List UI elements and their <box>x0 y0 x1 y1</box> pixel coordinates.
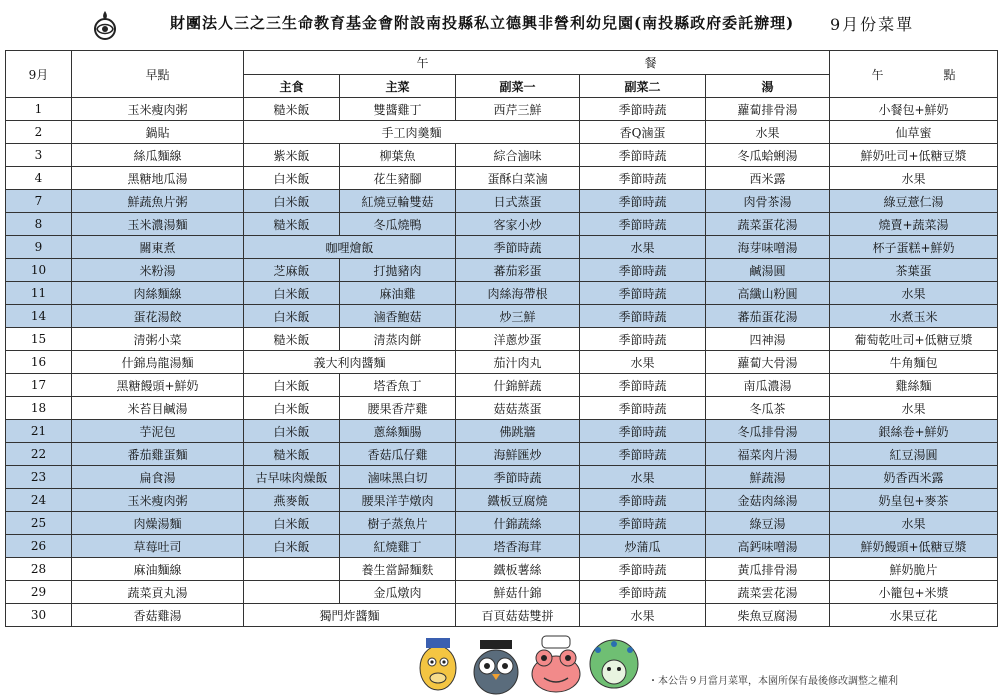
breakfast-cell: 鍋貼 <box>72 121 244 144</box>
side1-cell: 茄汁肉丸 <box>456 351 580 374</box>
side2-cell: 季節時蔬 <box>580 213 706 236</box>
snack-cell: 燒賣+蔬菜湯 <box>830 213 998 236</box>
header-soup: 湯 <box>706 75 830 98</box>
side1-cell: 綜合滷味 <box>456 144 580 167</box>
table-row <box>6 351 998 374</box>
day-cell: 30 <box>6 604 72 627</box>
table-row <box>6 397 998 420</box>
logo-icon <box>88 8 122 42</box>
side2-cell: 炒蒲瓜 <box>580 535 706 558</box>
soup-cell: 蔬菜蛋花湯 <box>706 213 830 236</box>
side2-cell: 水果 <box>580 236 706 259</box>
day-cell: 2 <box>6 121 72 144</box>
side2-cell: 季節時蔬 <box>580 305 706 328</box>
day-cell: 24 <box>6 489 72 512</box>
day-cell: 21 <box>6 420 72 443</box>
side1-cell: 菇菇蒸蛋 <box>456 397 580 420</box>
soup-cell: 西米露 <box>706 167 830 190</box>
staple-cell: 紫米飯 <box>244 144 340 167</box>
main-cell: 塔香魚丁 <box>340 374 456 397</box>
soup-cell: 高纖山粉圓 <box>706 282 830 305</box>
day-cell: 28 <box>6 558 72 581</box>
day-cell: 29 <box>6 581 72 604</box>
day-cell: 3 <box>6 144 72 167</box>
month-title: 9月份菜單 <box>830 15 915 34</box>
snack-cell: 杯子蛋糕+鮮奶 <box>830 236 998 259</box>
staple-cell: 白米飯 <box>244 512 340 535</box>
side1-cell: 鐵板薯絲 <box>456 558 580 581</box>
breakfast-cell: 黑糖饅頭+鮮奶 <box>72 374 244 397</box>
table-row <box>6 190 998 213</box>
day-cell: 15 <box>6 328 72 351</box>
side2-cell: 季節時蔬 <box>580 420 706 443</box>
breakfast-cell: 鮮蔬魚片粥 <box>72 190 244 213</box>
snack-cell: 銀絲卷+鮮奶 <box>830 420 998 443</box>
header-main: 主菜 <box>340 75 456 98</box>
side1-cell: 什錦鮮蔬 <box>456 374 580 397</box>
side2-cell: 季節時蔬 <box>580 167 706 190</box>
soup-cell: 鮮蔬湯 <box>706 466 830 489</box>
main-cell: 蔥絲麵腸 <box>340 420 456 443</box>
side1-cell: 客家小炒 <box>456 213 580 236</box>
header-side1: 副菜一 <box>456 75 580 98</box>
snack-cell: 鮮奶吐司+低糖豆漿 <box>830 144 998 167</box>
breakfast-cell: 玉米瘦肉粥 <box>72 98 244 121</box>
table-row <box>6 443 998 466</box>
table-row <box>6 420 998 443</box>
snack-cell: 鮮奶脆片 <box>830 558 998 581</box>
main-cell: 冬瓜燒鴨 <box>340 213 456 236</box>
table-row <box>6 236 998 259</box>
staple-cell: 糙米飯 <box>244 213 340 236</box>
snack-cell: 小籠包+米漿 <box>830 581 998 604</box>
day-cell: 11 <box>6 282 72 305</box>
side2-cell: 香Q滷蛋 <box>580 121 706 144</box>
table-row <box>6 512 998 535</box>
day-cell: 9 <box>6 236 72 259</box>
table-row <box>6 213 998 236</box>
day-cell: 4 <box>6 167 72 190</box>
snack-cell: 葡萄乾吐司+低糖豆漿 <box>830 328 998 351</box>
side1-cell: 鮮菇什錦 <box>456 581 580 604</box>
side1-cell: 佛跳牆 <box>456 420 580 443</box>
breakfast-cell: 米苔目鹹湯 <box>72 397 244 420</box>
soup-cell: 柴魚豆腐湯 <box>706 604 830 627</box>
breakfast-cell: 扁食湯 <box>72 466 244 489</box>
main-cell: 紅燒豆輪雙菇 <box>340 190 456 213</box>
staple-cell: 白米飯 <box>244 397 340 420</box>
day-cell: 7 <box>6 190 72 213</box>
table-row <box>6 305 998 328</box>
day-cell: 1 <box>6 98 72 121</box>
table-row <box>6 144 998 167</box>
snack-cell: 水煮玉米 <box>830 305 998 328</box>
soup-cell: 綠豆湯 <box>706 512 830 535</box>
breakfast-cell: 什錦烏龍湯麵 <box>72 351 244 374</box>
staple-cell: 白米飯 <box>244 190 340 213</box>
staple-cell: 白米飯 <box>244 282 340 305</box>
side2-cell: 季節時蔬 <box>580 144 706 167</box>
soup-cell: 福菜肉片湯 <box>706 443 830 466</box>
staple-cell: 白米飯 <box>244 374 340 397</box>
table-row <box>6 489 998 512</box>
side2-cell: 季節時蔬 <box>580 328 706 351</box>
soup-cell: 冬瓜排骨湯 <box>706 420 830 443</box>
soup-cell: 蕃茄蛋花湯 <box>706 305 830 328</box>
breakfast-cell: 肉絲麵線 <box>72 282 244 305</box>
snack-cell: 水果 <box>830 397 998 420</box>
day-cell: 14 <box>6 305 72 328</box>
soup-cell: 金菇肉絲湯 <box>706 489 830 512</box>
side1-cell: 季節時蔬 <box>456 236 580 259</box>
soup-cell: 蘿蔔排骨湯 <box>706 98 830 121</box>
staple-cell: 古早味肉燥飯 <box>244 466 340 489</box>
breakfast-cell: 肉燥湯麵 <box>72 512 244 535</box>
day-cell: 26 <box>6 535 72 558</box>
day-cell: 25 <box>6 512 72 535</box>
table-row <box>6 535 998 558</box>
mascot-illustration <box>408 628 644 698</box>
soup-cell: 南瓜濃湯 <box>706 374 830 397</box>
table-row <box>6 121 998 144</box>
soup-cell: 高鈣味噌湯 <box>706 535 830 558</box>
main-cell: 滷味黑白切 <box>340 466 456 489</box>
side2-cell: 季節時蔬 <box>580 489 706 512</box>
snack-cell: 水果 <box>830 282 998 305</box>
footer-note: ・本公告９月當月菜單，本園所保有最後修改調整之權利 <box>648 676 898 687</box>
staple-cell: 燕麥飯 <box>244 489 340 512</box>
day-cell: 18 <box>6 397 72 420</box>
breakfast-cell: 蛋花湯餃 <box>72 305 244 328</box>
staple-cell: 芝麻飯 <box>244 259 340 282</box>
header-lunch: 午 餐 <box>244 51 830 75</box>
side1-cell: 什錦蔬絲 <box>456 512 580 535</box>
header-side2: 副菜二 <box>580 75 706 98</box>
breakfast-cell: 關東煮 <box>72 236 244 259</box>
main-cell: 花生豬腳 <box>340 167 456 190</box>
snack-cell: 紅豆湯圓 <box>830 443 998 466</box>
table-row <box>6 328 998 351</box>
breakfast-cell: 草莓吐司 <box>72 535 244 558</box>
table-row <box>6 259 998 282</box>
main-cell: 養生當歸麵麩 <box>340 558 456 581</box>
side2-cell: 季節時蔬 <box>580 374 706 397</box>
staple-cell: 白米飯 <box>244 420 340 443</box>
table-row <box>6 282 998 305</box>
breakfast-cell: 麻油麵線 <box>72 558 244 581</box>
header-month: 9月 <box>6 51 72 98</box>
main-cell: 香菇瓜仔雞 <box>340 443 456 466</box>
header-breakfast: 早點 <box>72 51 244 98</box>
staple-cell: 糙米飯 <box>244 98 340 121</box>
menu-table <box>5 50 998 627</box>
side2-cell: 季節時蔬 <box>580 190 706 213</box>
main-cell: 金瓜燉肉 <box>340 581 456 604</box>
main-cell: 雙醬雞丁 <box>340 98 456 121</box>
breakfast-cell: 香菇雞湯 <box>72 604 244 627</box>
snack-cell: 水果 <box>830 512 998 535</box>
side1-cell: 蛋酥白菜滷 <box>456 167 580 190</box>
main-cell: 腰果香芹雞 <box>340 397 456 420</box>
side1-cell: 蕃茄彩蛋 <box>456 259 580 282</box>
side1-cell: 西芹三鮮 <box>456 98 580 121</box>
side2-cell: 季節時蔬 <box>580 259 706 282</box>
snack-cell: 茶葉蛋 <box>830 259 998 282</box>
table-row <box>6 374 998 397</box>
side2-cell: 季節時蔬 <box>580 558 706 581</box>
breakfast-cell: 蔬菜貢丸湯 <box>72 581 244 604</box>
snack-cell: 奶香西米露 <box>830 466 998 489</box>
breakfast-cell: 清粥小菜 <box>72 328 244 351</box>
breakfast-cell: 玉米瘦肉粥 <box>72 489 244 512</box>
side2-cell: 季節時蔬 <box>580 581 706 604</box>
side1-cell: 海鮮匯炒 <box>456 443 580 466</box>
soup-cell: 水果 <box>706 121 830 144</box>
main-cell: 打拋豬肉 <box>340 259 456 282</box>
breakfast-cell: 絲瓜麵線 <box>72 144 244 167</box>
breakfast-cell: 米粉湯 <box>72 259 244 282</box>
table-row <box>6 558 998 581</box>
side2-cell: 季節時蔬 <box>580 512 706 535</box>
side2-cell: 季節時蔬 <box>580 282 706 305</box>
side1-cell: 肉絲海帶根 <box>456 282 580 305</box>
header-staple: 主食 <box>244 75 340 98</box>
snack-cell: 水果豆花 <box>830 604 998 627</box>
soup-cell: 肉骨茶湯 <box>706 190 830 213</box>
soup-cell: 鹹湯圓 <box>706 259 830 282</box>
snack-cell: 鮮奶饅頭+低糖豆漿 <box>830 535 998 558</box>
soup-cell: 黃瓜排骨湯 <box>706 558 830 581</box>
side1-cell: 塔香海茸 <box>456 535 580 558</box>
main-cell: 樹子蒸魚片 <box>340 512 456 535</box>
table-row <box>6 98 998 121</box>
side1-cell: 季節時蔬 <box>456 466 580 489</box>
header-afternoon: 午 點 <box>830 51 998 98</box>
soup-cell: 海芽味噌湯 <box>706 236 830 259</box>
snack-cell: 牛角麵包 <box>830 351 998 374</box>
main-cell: 麻油雞 <box>340 282 456 305</box>
side2-cell: 水果 <box>580 351 706 374</box>
staple-cell: 白米飯 <box>244 167 340 190</box>
soup-cell: 四神湯 <box>706 328 830 351</box>
lunch-main-cell: 咖哩燴飯 <box>244 236 456 259</box>
staple-cell <box>244 558 340 581</box>
day-cell: 17 <box>6 374 72 397</box>
snack-cell: 小餐包+鮮奶 <box>830 98 998 121</box>
table-row <box>6 581 998 604</box>
day-cell: 22 <box>6 443 72 466</box>
main-cell: 清蒸肉餅 <box>340 328 456 351</box>
main-cell: 紅燒雞丁 <box>340 535 456 558</box>
soup-cell: 冬瓜蛤蜊湯 <box>706 144 830 167</box>
breakfast-cell: 玉米濃湯麵 <box>72 213 244 236</box>
main-cell: 腰果洋芋燉肉 <box>340 489 456 512</box>
side1-cell: 百頁菇菇雙拼 <box>456 604 580 627</box>
day-cell: 8 <box>6 213 72 236</box>
main-cell: 滷香鮑菇 <box>340 305 456 328</box>
main-cell: 柳葉魚 <box>340 144 456 167</box>
soup-cell: 蘿蔔大骨湯 <box>706 351 830 374</box>
breakfast-cell: 黑糖地瓜湯 <box>72 167 244 190</box>
snack-cell: 奶皇包+麥茶 <box>830 489 998 512</box>
staple-cell: 白米飯 <box>244 535 340 558</box>
side2-cell: 水果 <box>580 604 706 627</box>
side1-cell: 洋蔥炒蛋 <box>456 328 580 351</box>
lunch-main-cell: 手工肉羹麵 <box>244 121 580 144</box>
side2-cell: 季節時蔬 <box>580 98 706 121</box>
soup-cell: 冬瓜茶 <box>706 397 830 420</box>
page-title: 財團法人三之三生命教育基金會附設南投縣私立德興非營利幼兒園(南投縣政府委託辦理) <box>170 14 795 32</box>
table-row <box>6 466 998 489</box>
table-row <box>6 604 998 627</box>
lunch-main-cell: 義大利肉醬麵 <box>244 351 456 374</box>
breakfast-cell: 芋泥包 <box>72 420 244 443</box>
side2-cell: 季節時蔬 <box>580 397 706 420</box>
soup-cell: 蔬菜雲花湯 <box>706 581 830 604</box>
staple-cell: 糙米飯 <box>244 328 340 351</box>
table-row <box>6 167 998 190</box>
snack-cell: 仙草蜜 <box>830 121 998 144</box>
side2-cell: 水果 <box>580 466 706 489</box>
snack-cell: 綠豆薏仁湯 <box>830 190 998 213</box>
side1-cell: 日式蒸蛋 <box>456 190 580 213</box>
day-cell: 23 <box>6 466 72 489</box>
side2-cell: 季節時蔬 <box>580 443 706 466</box>
staple-cell: 白米飯 <box>244 305 340 328</box>
day-cell: 10 <box>6 259 72 282</box>
menu-body <box>6 98 998 627</box>
lunch-main-cell: 獨門炸醬麵 <box>244 604 456 627</box>
staple-cell: 糙米飯 <box>244 443 340 466</box>
snack-cell: 水果 <box>830 167 998 190</box>
page-header <box>0 0 1000 48</box>
side1-cell: 炒三鮮 <box>456 305 580 328</box>
day-cell: 16 <box>6 351 72 374</box>
snack-cell: 雞絲麵 <box>830 374 998 397</box>
breakfast-cell: 番茄雞蛋麵 <box>72 443 244 466</box>
side1-cell: 鐵板豆腐燒 <box>456 489 580 512</box>
staple-cell <box>244 581 340 604</box>
